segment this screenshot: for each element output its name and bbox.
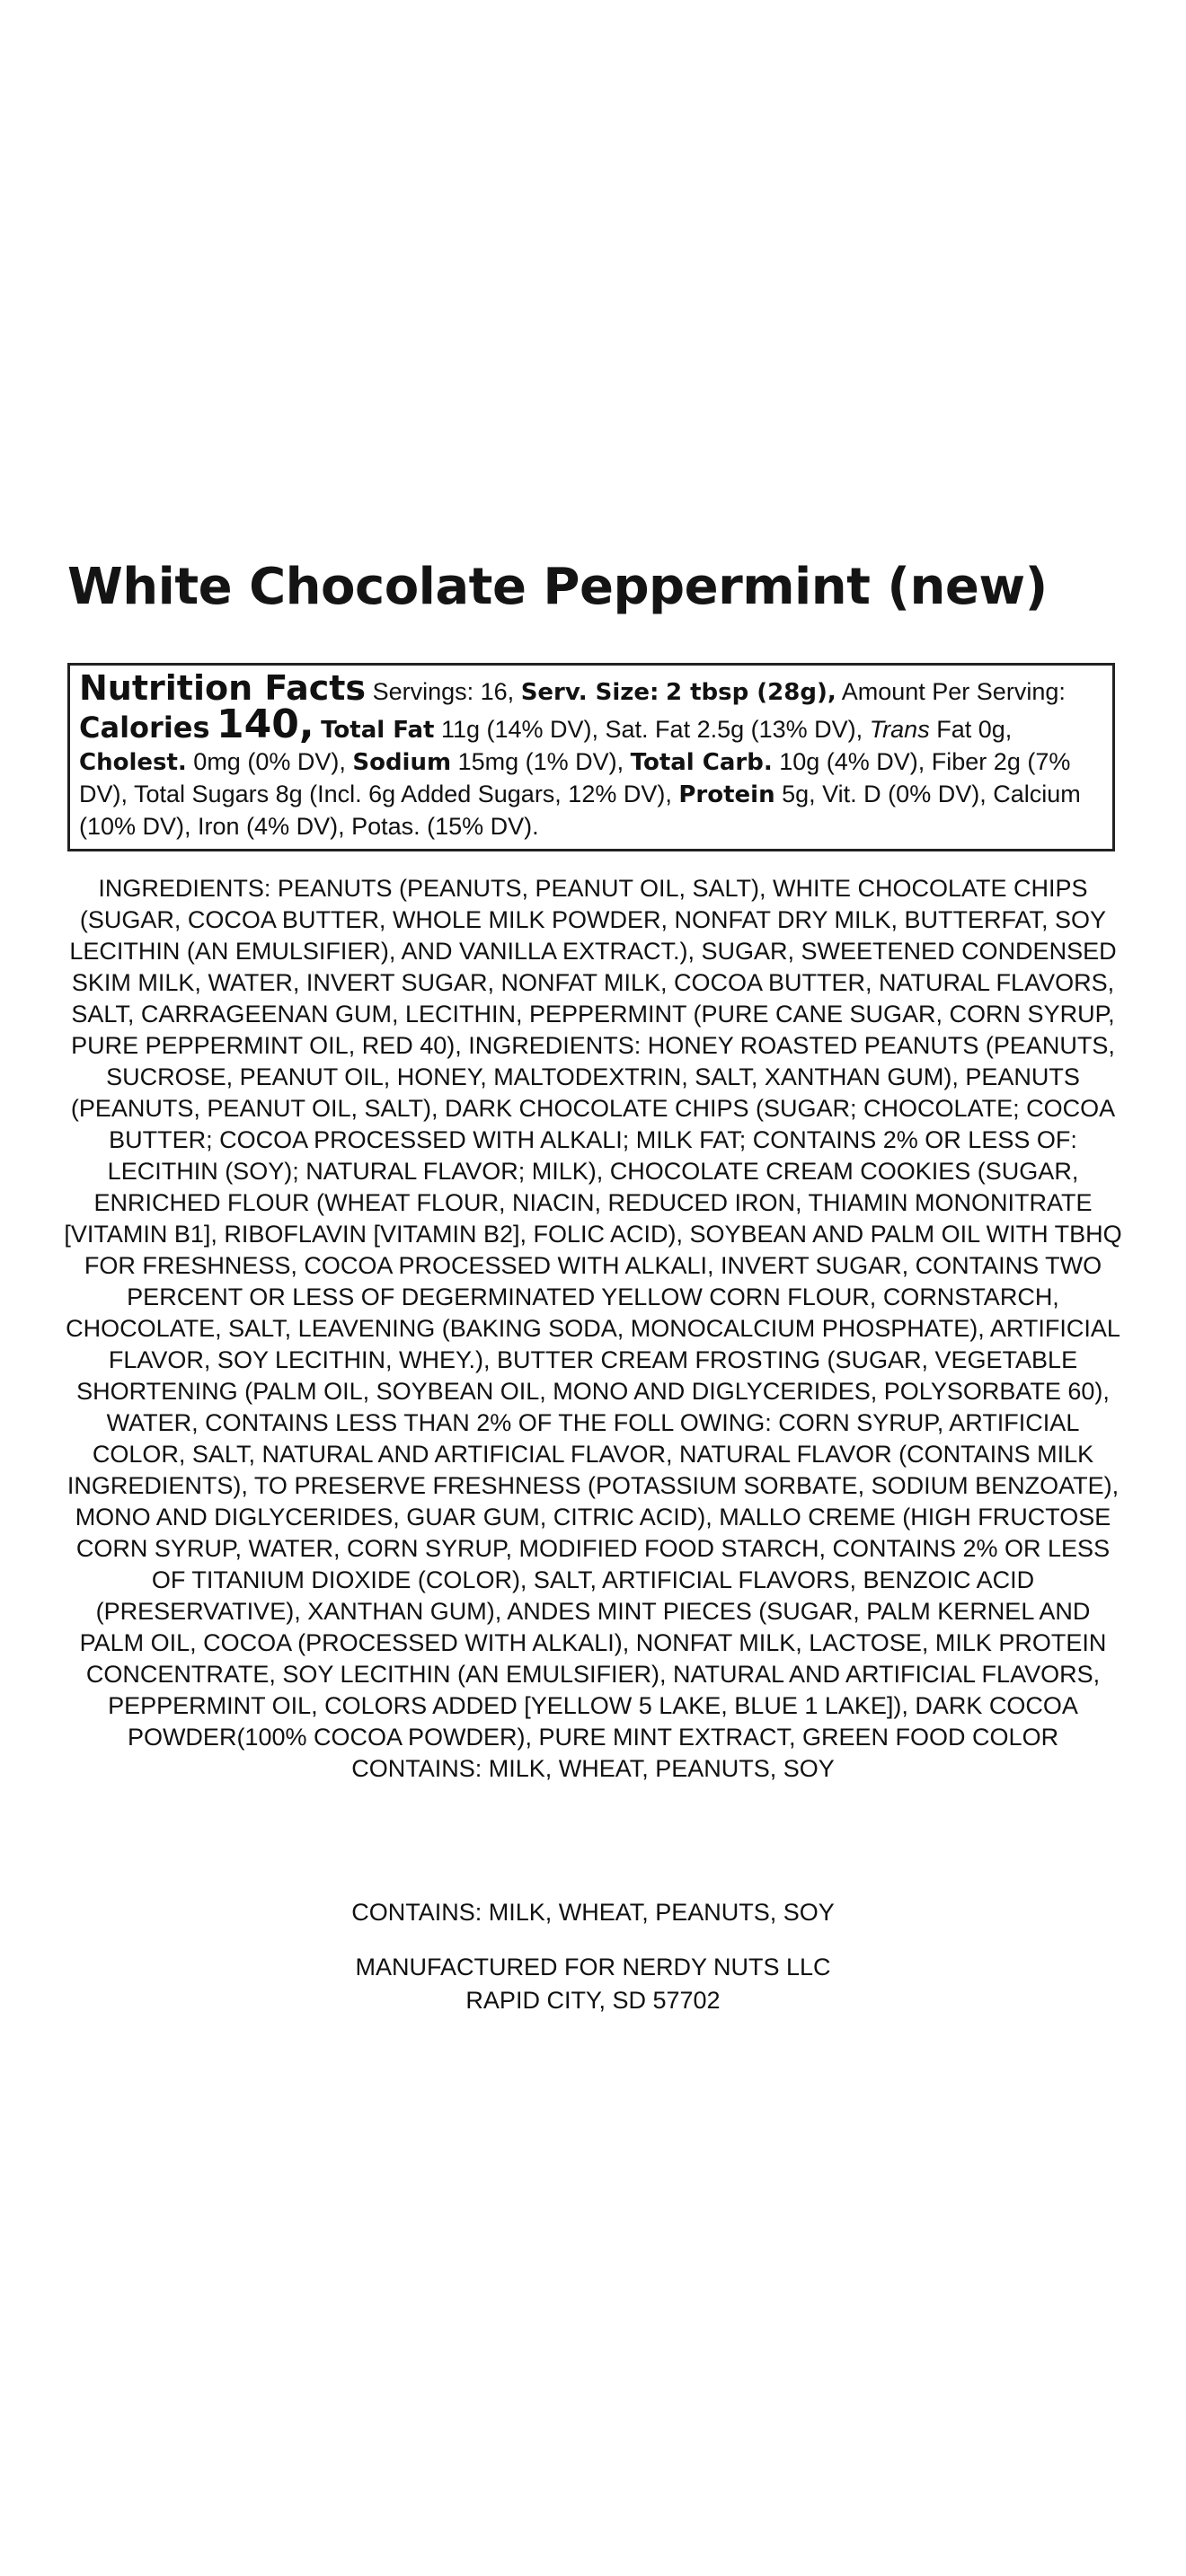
sodium-label: Sodium [352,749,452,776]
trans-fat-label: Trans [869,716,930,743]
manufacturer-name: MANUFACTURED FOR NERDY NUTS LLC [355,1954,831,1981]
total-carb-label: Total Carb. [630,749,773,776]
serving-size-value: 2 tbsp (28g), [665,679,836,706]
product-title: White Chocolate Peppermint (new) [67,558,1048,616]
ingredients-list: INGREDIENTS: PEANUTS (PEANUTS, PEANUT OIL, SALT), WHITE CHOCOLATE CHIPS (SUGAR, COCOA BUTTER, WHOLE MILK POWDER, NONFAT DRY MILK, BUTTERFAT, SOY LECITHIN (AN EMULSIFIER), AND VANILLA EXTRACT.), SUGAR, SWEETENED CONDENSED SKIM MILK, WATER, INVERT SUGAR, NONFAT MILK, COCOA BUTTER, NATURAL FLAVORS, SALT, CARRAGEENAN GUM, LECITHIN, PEPPERMINT (PURE CANE SUGAR, CORN SYRUP, PURE PEPPERMINT OIL, RED 40), INGREDIENTS: HONEY ROASTED PEANUTS (PEANUTS, SUCROSE, PEANUT OIL, HONEY, MALTODEXTRIN, SALT, XANTHAN GUM), PEANUTS (PEANUTS, PEANUT OIL, SALT), DARK CHOCOLATE CHIPS (SUGAR; CHOCOLATE; COCOA BUTTER; COCOA PROCESSED WITH ALKALI; MILK FAT; CONTAINS 2% OR LESS OF: LECITHIN (SOY); NATURAL FLAVOR; MILK), CHOCOLATE CREAM COOKIES (SUGAR, ENRICHED FLOUR (WHEAT FLOUR, NIACIN, REDUCED IRON, THIAMIN MONONITRATE [VITAMIN B1], RIBOFLAVIN [VITAMIN B2], FOLIC ACID), SOYBEAN AND PALM OIL WITH TBHQ FOR FRESHNESS, COCOA PROCESSED WITH ALKALI, INVERT SUGAR, CONTAINS TWO PERCENT OR LESS OF DEGERMINATED YELLOW CORN FLOUR, CORNSTARCH, CHOCOLATE, SALT, LEAVENING (BAKING SODA, MONOCALCIUM PHOSPHATE), ARTIFICIAL FLAVOR, SOY LECITHIN, WHEY.), BUTTER CREAM FROSTING (SUGAR, VEGETABLE SHORTENING (PALM OIL, SOYBEAN OIL, MONO AND DIGLYCERIDES, POLYSORBATE 60), WATER, CONTAINS LESS THAN 2% OF THE FOLL OWING: CORN SYRUP, ARTIFICIAL COLOR, SALT, NATURAL AND ARTIFICIAL FLAVOR, NATURAL FLAVOR (CONTAINS MILK INGREDIENTS), TO PRESERVE FRESHNESS (POTASSIUM SORBATE, SODIUM BENZOATE), MONO AND DIGLYCERIDES, GUAR GUM, CITRIC ACID), MALLO CREME (HIGH FRUCTOSE CORN SYRUP, WATER, CORN SYRUP, MODIFIED FOOD STARCH, CONTAINS 2% OR LESS OF TITANIUM DIOXIDE (COLOR), SALT, ARTIFICIAL FLAVORS, BENZOIC ACID (PRESERVATIVE), XANTHAN GUM), ANDES MINT PIECES (SUGAR, PALM KERNEL AND PALM OIL, COCOA (PROCESSED WITH ALKALI), NONFAT MILK, LACTOSE, MILK PROTEIN CONCENTRATE, SOY LECITHIN (AN EMULSIFIER), NATURAL AND ARTIFICIAL FLAVORS, PEPPERMINT OIL, COLORS ADDED [YELLOW 5 LAKE, BLUE 1 LAKE]), DARK COCOA POWDER(100% COCOA POWDER), PURE MINT EXTRACT, GREEN FOOD COLOR CONTAINS: MILK, WHEAT, PEANUTS, SOY [64,875,1122,1782]
cholesterol-label: Cholest. [79,749,187,776]
serving-size-label: Serv. Size: [520,679,659,706]
allergen-statement: CONTAINS: MILK, WHEAT, PEANUTS, SOY [351,1899,835,1926]
total-fat-label: Total Fat [321,717,435,744]
manufacturer-address: RAPID CITY, SD 57702 [465,1987,721,2014]
total-fat-value: 11g (14% DV), Sat. Fat 2.5g (13% DV), [440,716,863,743]
calories-value: 140 [217,701,299,747]
protein-label: Protein [678,781,775,808]
cholesterol-value: 0mg (0% DV), [193,748,346,775]
sodium-value: 15mg (1% DV), [457,748,624,775]
trans-fat-value: Fat 0g, [936,716,1013,743]
manufacturer-info [61,1951,1125,2017]
protein-value: 5g, Vit. D (0% DV), Calcium (10% DV), Iron (4% DV), Potas. (15% DV). [79,781,1081,840]
servings-text: Servings: 16, [372,678,515,705]
nutrition-facts-heading: Nutrition Facts [79,668,367,708]
calories-label: Calories [79,710,210,745]
amount-per-serving: Amount Per Serving: [841,678,1066,705]
nutrition-facts-panel: Nutrition Facts Servings: 16, Serv. Size: 2 tbsp (28g), Amount Per Serving: Calories 140, Total Fat 11g (14% DV), Sat. Fat 2.5g (13% DV), Trans Fat 0g, Cholest. 0mg (0% DV), Sodium 15mg (1% DV), Total Carb. 10g (4% DV), Fiber 2g (7% DV), Total Sugars 8g (Incl. 6g Added Sugars, 12% DV), Protein 5g, Vit. D (0% DV), Calcium (10% DV), Iron (4% DV), Potas. (15% DV). [67,663,1115,851]
total-carb-value: 10g (4% DV), Fiber 2g (7% DV), Total Sugars 8g (Incl. 6g Added Sugars, 12% DV), [79,748,1071,807]
